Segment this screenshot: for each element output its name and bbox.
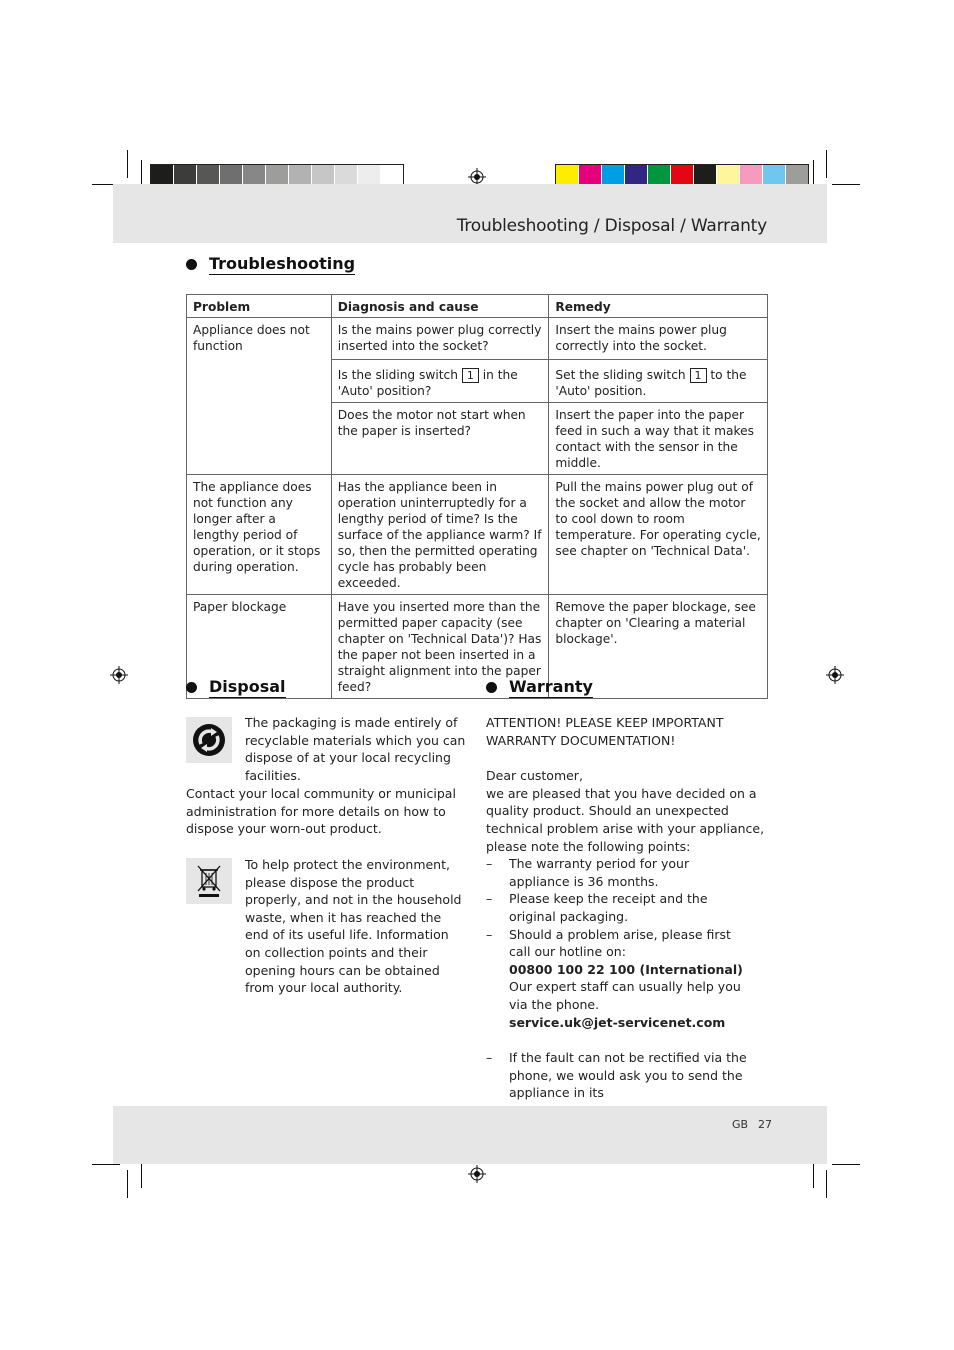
list-item: [486, 855, 770, 890]
switch-number-box: 1: [690, 368, 707, 383]
crop-mark: [127, 1170, 128, 1198]
column-header: Diagnosis and cause: [331, 295, 549, 318]
hotline-number: 00800 100 22 100 (International): [509, 961, 743, 977]
crop-mark: [92, 1164, 120, 1165]
warranty-intro: we are pleased that you have decided on a quality product. Should an unexpected technical problem arise with your appliance, please note the following points:: [486, 785, 765, 854]
list-item-text: Should a problem arise, please first call our hotline on:: [509, 926, 731, 960]
crop-mark: [141, 1160, 142, 1188]
cell-text: to the 'Auto' position.: [555, 368, 747, 398]
list-item-content: [509, 926, 761, 1032]
list-item-text: Please keep the receipt and the original packaging.: [509, 891, 708, 924]
registration-mark-icon: [826, 666, 844, 684]
table-cell-diagnosis: Have you inserted more than the permitted paper capacity (see chapter on 'Technical Data')? Has the paper not been inserted in a straight alignment into the paper feed?: [331, 595, 549, 699]
table-cell-diagnosis: [331, 360, 549, 403]
troubleshooting-heading-text: Troubleshooting: [209, 254, 356, 273]
bullet-icon: [186, 682, 197, 693]
cell-text: Is the sliding switch: [337, 368, 458, 382]
list-item: [486, 890, 770, 925]
bullet-icon: [486, 682, 497, 693]
warranty-heading-text: Warranty: [509, 677, 593, 696]
table-cell-problem: The appliance does not function any longer after a lengthy period of operation, or it stops during operation.: [187, 475, 332, 595]
dash-bullet: –: [486, 856, 493, 872]
green-dot-recycling-icon: [186, 717, 232, 763]
list-item: [486, 1049, 770, 1102]
crop-mark: [832, 184, 860, 185]
crop-mark: [127, 150, 128, 178]
footer-band: [113, 1106, 827, 1164]
table-row: [187, 475, 768, 595]
table-row: [187, 318, 768, 360]
disposal-heading: [186, 677, 286, 698]
registration-mark-icon: [468, 1165, 486, 1183]
table-cell-diagnosis: Is the mains power plug correctly inserted into the socket?: [331, 318, 549, 360]
recycling-symbol-icon: [186, 717, 232, 763]
table-header-row: [187, 295, 768, 318]
list-item: [486, 926, 770, 1032]
troubleshooting-table: [186, 294, 768, 699]
warranty-heading: [486, 677, 593, 698]
bullet-icon: [186, 259, 197, 270]
column-header: Problem: [187, 295, 332, 318]
weee-bin-icon: [186, 858, 232, 904]
disposal-heading-text: Disposal: [209, 677, 286, 696]
table-cell-problem: Appliance does not function: [187, 318, 332, 475]
dash-bullet: –: [486, 891, 493, 907]
crop-mark: [826, 150, 827, 178]
page-number: 27: [758, 1118, 772, 1131]
disposal-packaging-text: The packaging is made entirely of recyclable materials which you can dispose of at your local recycling facilities.: [245, 715, 466, 783]
crop-mark: [813, 1160, 814, 1188]
dash-bullet: –: [486, 926, 493, 942]
warranty-attention: ATTENTION! PLEASE KEEP IMPORTANT WARRANTY DOCUMENTATION!: [486, 715, 724, 748]
service-email: service.uk@jet-servicenet.com: [509, 1014, 726, 1030]
table-cell-problem: Paper blockage: [187, 595, 332, 699]
table-cell-diagnosis: Has the appliance been in operation uninterruptedly for a lengthy period of time? Is the surface of the appliance warm? If so, then the permitted operating cycle has probably been exceeded.: [331, 475, 549, 595]
table-cell-diagnosis: Does the motor not start when the paper is inserted?: [331, 403, 549, 475]
disposal-contact-text: Contact your local community or municipal administration for more details on how to dispose your worn-out product.: [186, 786, 456, 837]
registration-mark-icon: [110, 666, 128, 684]
table-cell-remedy: [549, 360, 768, 403]
cell-text: in the 'Auto' position?: [337, 368, 518, 398]
page-title: Troubleshooting / Disposal / Warranty: [456, 216, 767, 236]
troubleshooting-heading: [186, 254, 355, 275]
table-cell-remedy: Pull the mains power plug out of the socket and allow the motor to cool down to room temperature. For operating cycle, see chapter on 'Technical Data'.: [549, 475, 768, 595]
column-header: Remedy: [549, 295, 768, 318]
list-item-text: Our expert staff can usually help you via the phone.: [509, 979, 741, 1012]
language-code: GB: [732, 1118, 749, 1131]
warranty-greeting: Dear customer,: [486, 768, 583, 784]
disposal-environment-text: To help protect the environment, please dispose the product properly, and not in the household waste, when it has reached the end of its useful life. Information on collection points and their opening hours can be obtained from your local authority.: [245, 857, 462, 996]
crop-mark: [832, 1164, 860, 1165]
crop-mark: [826, 1170, 827, 1198]
crossed-out-wheelie-bin-icon: [186, 858, 232, 904]
cell-text: Set the sliding switch: [555, 368, 686, 382]
list-item-text: The warranty period for your appliance is 36 months.: [509, 856, 690, 889]
switch-number-box: 1: [462, 368, 479, 383]
dash-bullet: –: [486, 1050, 493, 1066]
table-cell-remedy: Insert the mains power plug correctly into the socket.: [549, 318, 768, 360]
table-cell-remedy: Insert the paper into the paper feed in such a way that it makes contact with the sensor in the middle.: [549, 403, 768, 475]
warranty-text-block: [486, 714, 770, 1102]
list-item-text: If the fault can not be rectified via the phone, we would ask you to send the appliance in its: [509, 1050, 747, 1101]
table-cell-remedy: Remove the paper blockage, see chapter on 'Clearing a material blockage'.: [549, 595, 768, 699]
